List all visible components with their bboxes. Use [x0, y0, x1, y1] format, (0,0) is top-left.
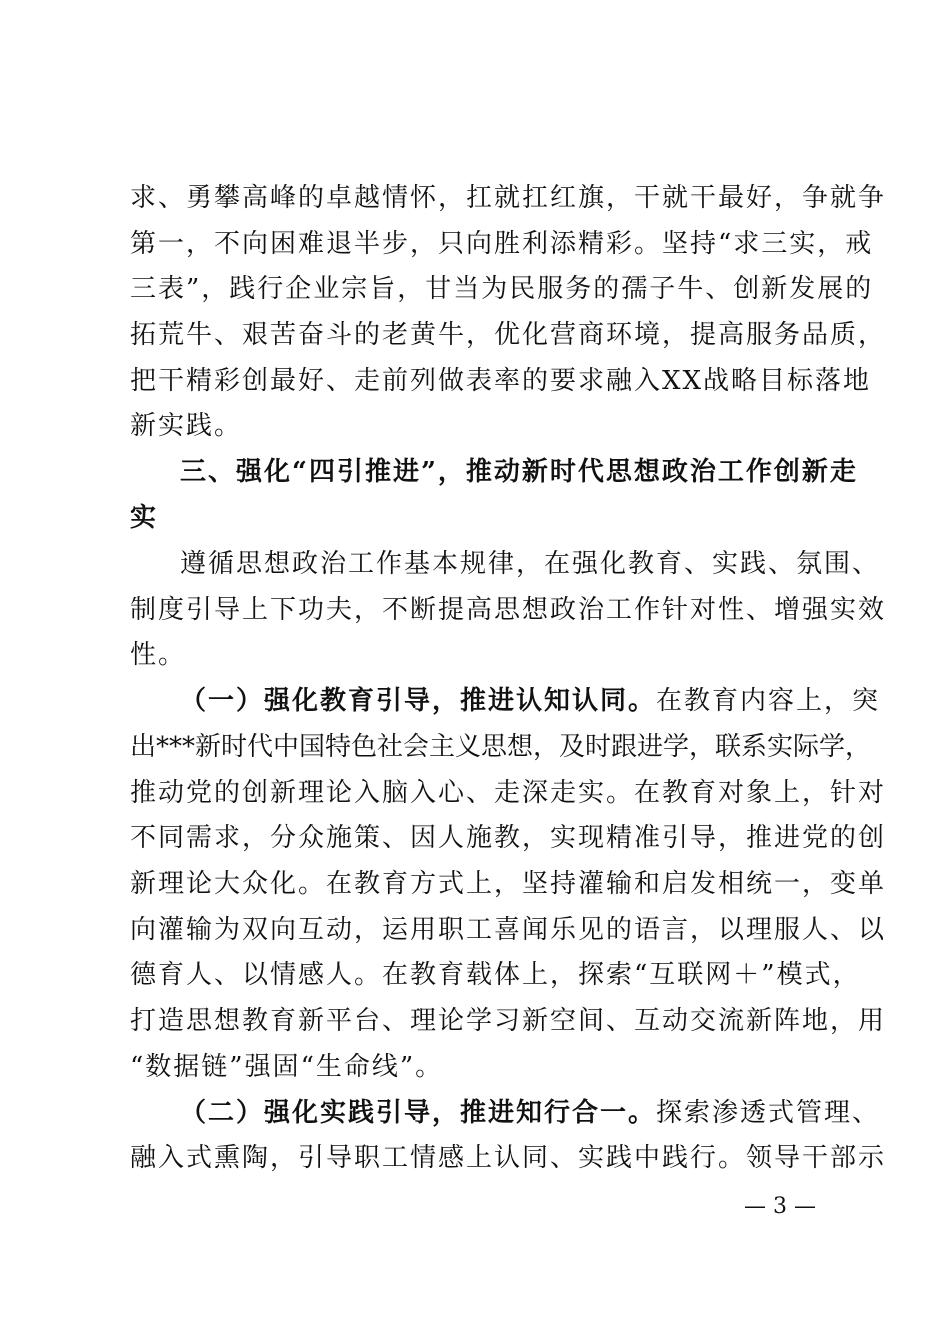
text-line: 新实践。	[130, 411, 243, 441]
text-line: 融入式熏陶，引导职工情感上认同、实践中践行。领导干部示	[130, 1143, 887, 1173]
text-line: 打造思想教育新平台、理论学习新空间、互动交流新阵地，用	[130, 1006, 887, 1036]
text-run: 在教育内容上，突	[656, 686, 881, 716]
section-heading: 三、强化“四引推进”，推动新时代思想政治工作创新走	[180, 457, 858, 487]
text-line: 三表”，践行企业宗旨，甘当为民服务的孺子牛、创新发展的	[130, 274, 874, 304]
subsection-lead: （一）强化教育引导，推进认知认同。	[180, 686, 657, 716]
page-number: — 3 —	[744, 1194, 816, 1219]
text-line: 遵循思想政治工作基本规律，在强化教育、实践、氛围、	[180, 549, 881, 579]
text-line: 把干精彩创最好、走前列做表率的要求融入XX战略目标落地	[130, 366, 872, 396]
text-line: 新理论大众化。在教育方式上，坚持灌输和启发相统一，变单	[130, 869, 887, 899]
text-line: 第一，不向困难退半步，只向胜利添精彩。坚持“求三实，戒	[130, 229, 874, 259]
text-line: 拓荒牛、艰苦奋斗的老黄牛，优化营商环境，提高服务品质，	[130, 320, 887, 350]
text-line: 性。	[130, 640, 187, 670]
text-run: 探索渗透式管理、	[656, 1098, 881, 1128]
text-line: 德育人、以情感人。在教育载体上，探索“互联网＋”模式，	[130, 960, 861, 990]
text-line: 推动党的创新理论入脑入心、走深走实。在教育对象上，针对	[130, 778, 887, 808]
text-line: “数据链”强固“生命线”。	[130, 1052, 444, 1082]
text-line	[180, 1098, 881, 1128]
text-line: 不同需求，分众施策、因人施教，实现精准引导，推进党的创	[130, 823, 887, 853]
text-line: 制度引导上下功夫，不断提高思想政治工作针对性、增强实效	[130, 595, 887, 625]
subsection-lead: （二）强化实践引导，推进知行合一。	[180, 1098, 657, 1128]
text-line: 求、勇攀高峰的卓越情怀，扛就扛红旗，干就干最好，争就争	[130, 183, 887, 213]
section-heading-continuation: 实	[130, 503, 159, 533]
text-line: 出***新时代中国特色社会主义思想，及时跟进学，联系实际学，	[130, 732, 872, 762]
text-line: 向灌输为双向互动，运用职工喜闻乐见的语言，以理服人、以	[130, 915, 887, 945]
text-line	[180, 686, 881, 716]
